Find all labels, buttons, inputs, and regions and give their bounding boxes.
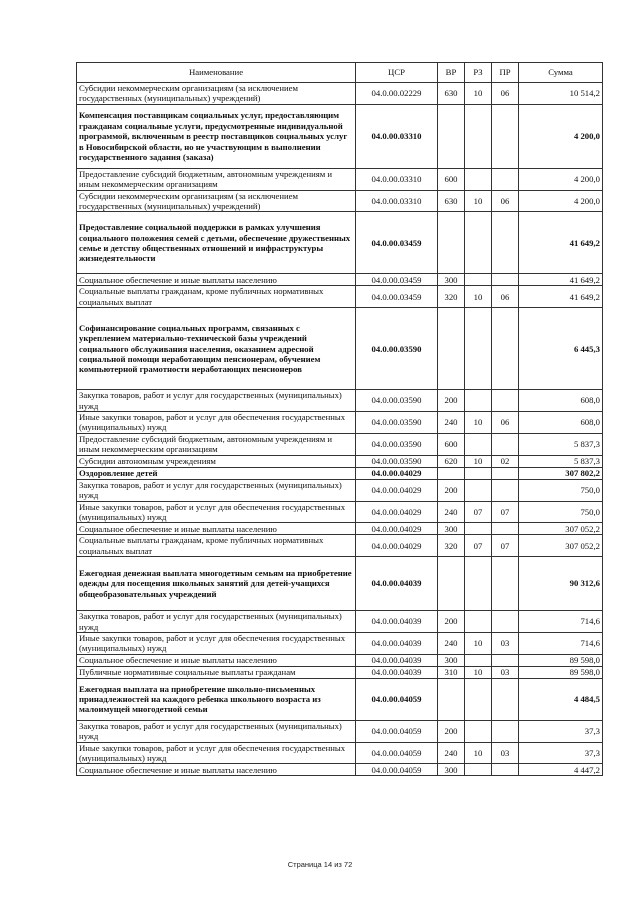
row-csr: 04.0.00.03459: [356, 212, 438, 274]
row-rz: [465, 557, 492, 611]
table-row: [77, 212, 603, 274]
row-vr: 620: [438, 455, 465, 467]
row-pr: [492, 104, 519, 168]
table-row: [77, 742, 603, 764]
table-row: [77, 274, 603, 286]
row-rz: [465, 479, 492, 501]
row-rz: [465, 611, 492, 633]
row-name: Социальное обеспечение и иные выплаты населению: [77, 274, 356, 286]
table-row: [77, 764, 603, 776]
table-row: [77, 654, 603, 666]
row-rz: [465, 168, 492, 190]
row-vr: 600: [438, 168, 465, 190]
row-sum: 608,0: [519, 412, 603, 434]
table-row: [77, 286, 603, 308]
row-csr: 04.0.00.04029: [356, 501, 438, 523]
row-vr: 200: [438, 720, 465, 742]
table-row: [77, 523, 603, 535]
row-pr: [492, 308, 519, 390]
row-vr: 240: [438, 501, 465, 523]
row-pr: [492, 678, 519, 720]
table-row: [77, 467, 603, 479]
row-name: Закупка товаров, работ и услуг для государственных (муниципальных) нужд: [77, 611, 356, 633]
row-csr: 04.0.00.04059: [356, 720, 438, 742]
row-rz: 10: [465, 190, 492, 212]
row-sum: 5 837,3: [519, 455, 603, 467]
row-csr: 04.0.00.03590: [356, 412, 438, 434]
table-row: [77, 433, 603, 455]
table-row: [77, 455, 603, 467]
table-row: [77, 535, 603, 557]
row-sum: 714,6: [519, 632, 603, 654]
row-vr: 600: [438, 433, 465, 455]
row-rz: 07: [465, 535, 492, 557]
row-rz: [465, 720, 492, 742]
row-pr: 07: [492, 535, 519, 557]
row-pr: 03: [492, 632, 519, 654]
table-header-row: [77, 63, 603, 83]
row-name: Социальное обеспечение и иные выплаты населению: [77, 523, 356, 535]
row-vr: 320: [438, 286, 465, 308]
row-sum: 750,0: [519, 479, 603, 501]
row-pr: [492, 720, 519, 742]
header-pr: ПР: [492, 63, 519, 83]
row-name: Социальное обеспечение и иные выплаты населению: [77, 764, 356, 776]
row-name: Иные закупки товаров, работ и услуг для обеспечения государственных (муниципальных) нужд: [77, 742, 356, 764]
row-name: Иные закупки товаров, работ и услуг для обеспечения государственных (муниципальных) нужд: [77, 632, 356, 654]
row-name: Публичные нормативные социальные выплаты гражданам: [77, 666, 356, 678]
row-rz: [465, 274, 492, 286]
row-sum: 41 649,2: [519, 212, 603, 274]
row-sum: 10 514,2: [519, 83, 603, 105]
row-vr: 200: [438, 611, 465, 633]
row-sum: 4 200,0: [519, 190, 603, 212]
table-row: [77, 611, 603, 633]
row-pr: [492, 212, 519, 274]
row-name: Иные закупки товаров, работ и услуг для обеспечения государственных (муниципальных) нужд: [77, 412, 356, 434]
row-rz: 10: [465, 742, 492, 764]
row-csr: 04.0.00.04059: [356, 742, 438, 764]
row-rz: [465, 654, 492, 666]
row-rz: [465, 104, 492, 168]
row-name: Компенсация поставщикам социальных услуг, предоставляющим гражданам социальные услуги, предусмотренные индивидуальной программой, включенным в реестр поставщиков социальных услуг в Новосибирской области, но не участвующим в выполнении государственного задания (заказа): [77, 104, 356, 168]
row-rz: [465, 390, 492, 412]
row-sum: 89 598,0: [519, 666, 603, 678]
row-rz: [465, 212, 492, 274]
table-body: [77, 83, 603, 776]
row-sum: 307 802,2: [519, 467, 603, 479]
row-rz: 10: [465, 286, 492, 308]
row-pr: [492, 523, 519, 535]
page-number: Страница 14 из 72: [287, 860, 353, 869]
row-name: Софинансирование социальных программ, связанных с укреплением материально-технической базы учреждений социального обслуживания населения, оказанием адресной социальной помощи неработающим пенсионерам, обучением компьютерной грамотности неработающих пенсионеров: [77, 308, 356, 390]
row-vr: 200: [438, 479, 465, 501]
row-sum: 41 649,2: [519, 286, 603, 308]
table-row: [77, 190, 603, 212]
row-rz: 10: [465, 455, 492, 467]
row-vr: [438, 104, 465, 168]
row-csr: 04.0.00.02229: [356, 83, 438, 105]
row-sum: 5 837,3: [519, 433, 603, 455]
row-pr: [492, 390, 519, 412]
row-csr: 04.0.00.04039: [356, 632, 438, 654]
row-pr: 06: [492, 286, 519, 308]
row-pr: [492, 479, 519, 501]
row-vr: 300: [438, 523, 465, 535]
row-vr: [438, 678, 465, 720]
row-rz: [465, 308, 492, 390]
header-name: Наименование: [77, 63, 356, 83]
row-vr: 310: [438, 666, 465, 678]
row-pr: [492, 274, 519, 286]
row-csr: 04.0.00.04039: [356, 654, 438, 666]
row-sum: 750,0: [519, 501, 603, 523]
row-vr: [438, 557, 465, 611]
row-rz: 10: [465, 412, 492, 434]
table-row: [77, 308, 603, 390]
row-csr: 04.0.00.03590: [356, 455, 438, 467]
row-csr: 04.0.00.03590: [356, 433, 438, 455]
row-rz: [465, 678, 492, 720]
row-sum: 307 052,2: [519, 535, 603, 557]
table-row: [77, 501, 603, 523]
row-name: Предоставление субсидий бюджетным, автономным учреждениям и иным некоммерческим организациям: [77, 433, 356, 455]
row-csr: 04.0.00.04029: [356, 479, 438, 501]
row-vr: [438, 467, 465, 479]
row-name: Социальное обеспечение и иные выплаты населению: [77, 654, 356, 666]
row-vr: 300: [438, 764, 465, 776]
row-pr: [492, 611, 519, 633]
row-rz: [465, 467, 492, 479]
row-name: Оздоровление детей: [77, 467, 356, 479]
row-pr: 06: [492, 83, 519, 105]
row-pr: [492, 467, 519, 479]
table-row: [77, 678, 603, 720]
row-rz: [465, 433, 492, 455]
header-rz: РЗ: [465, 63, 492, 83]
row-sum: 37,3: [519, 742, 603, 764]
header-vr: ВР: [438, 63, 465, 83]
budget-table: [76, 62, 603, 776]
table-row: [77, 390, 603, 412]
row-csr: 04.0.00.04059: [356, 764, 438, 776]
row-pr: 02: [492, 455, 519, 467]
table-row: [77, 104, 603, 168]
row-vr: [438, 308, 465, 390]
row-name: Закупка товаров, работ и услуг для государственных (муниципальных) нужд: [77, 390, 356, 412]
row-pr: [492, 654, 519, 666]
header-csr: ЦСР: [356, 63, 438, 83]
row-name: Социальные выплаты гражданам, кроме публичных нормативных социальных выплат: [77, 535, 356, 557]
row-vr: 200: [438, 390, 465, 412]
row-sum: 41 649,2: [519, 274, 603, 286]
row-name: Предоставление субсидий бюджетным, автономным учреждениям и иным некоммерческим организациям: [77, 168, 356, 190]
row-pr: [492, 433, 519, 455]
row-rz: 10: [465, 83, 492, 105]
row-rz: 10: [465, 666, 492, 678]
table-row: [77, 632, 603, 654]
row-sum: 608,0: [519, 390, 603, 412]
row-pr: [492, 557, 519, 611]
row-csr: 04.0.00.04029: [356, 535, 438, 557]
row-vr: 320: [438, 535, 465, 557]
row-vr: 240: [438, 412, 465, 434]
row-name: Закупка товаров, работ и услуг для государственных (муниципальных) нужд: [77, 720, 356, 742]
row-pr: [492, 168, 519, 190]
row-name: Ежегодная денежная выплата многодетным семьям на приобретение одежды для посещения школьных занятий для детей-учащихся общеобразовательных учреждений: [77, 557, 356, 611]
row-sum: 307 052,2: [519, 523, 603, 535]
row-sum: 4 447,2: [519, 764, 603, 776]
row-pr: 06: [492, 412, 519, 434]
row-sum: 4 484,5: [519, 678, 603, 720]
row-sum: 4 200,0: [519, 168, 603, 190]
table-row: [77, 479, 603, 501]
row-sum: 6 445,3: [519, 308, 603, 390]
table-row: [77, 720, 603, 742]
row-vr: 630: [438, 83, 465, 105]
row-pr: 07: [492, 501, 519, 523]
row-csr: 04.0.00.04039: [356, 557, 438, 611]
row-sum: 89 598,0: [519, 654, 603, 666]
row-rz: 10: [465, 632, 492, 654]
row-name: Предоставление социальной поддержки в рамках улучшения социального положения семей с детьми, обеспечение дружественных семье и детству общественных отношений и инфраструктуры жизнедеятельности: [77, 212, 356, 274]
row-csr: 04.0.00.03310: [356, 104, 438, 168]
row-sum: 37,3: [519, 720, 603, 742]
row-pr: 06: [492, 190, 519, 212]
row-csr: 04.0.00.04039: [356, 666, 438, 678]
table-row: [77, 83, 603, 105]
row-sum: 90 312,6: [519, 557, 603, 611]
row-name: Социальные выплаты гражданам, кроме публичных нормативных социальных выплат: [77, 286, 356, 308]
row-vr: 300: [438, 654, 465, 666]
row-vr: 630: [438, 190, 465, 212]
row-name: Субсидии некоммерческим организациям (за исключением государственных (муниципальных) учреждений): [77, 83, 356, 105]
row-csr: 04.0.00.03590: [356, 390, 438, 412]
row-name: Ежегодная выплата на приобретение школьно-письменных принадлежностей на каждого ребенка школьного возраста из малоимущей многодетной семьи: [77, 678, 356, 720]
table-row: [77, 168, 603, 190]
row-csr: 04.0.00.03459: [356, 286, 438, 308]
table-row: [77, 557, 603, 611]
row-csr: 04.0.00.04059: [356, 678, 438, 720]
row-csr: 04.0.00.04029: [356, 467, 438, 479]
row-csr: 04.0.00.03310: [356, 190, 438, 212]
row-rz: 07: [465, 501, 492, 523]
row-name: Закупка товаров, работ и услуг для государственных (муниципальных) нужд: [77, 479, 356, 501]
row-pr: 03: [492, 742, 519, 764]
row-csr: 04.0.00.04029: [356, 523, 438, 535]
row-pr: 03: [492, 666, 519, 678]
row-pr: [492, 764, 519, 776]
row-name: Субсидии автономным учреждениям: [77, 455, 356, 467]
row-csr: 04.0.00.03459: [356, 274, 438, 286]
row-csr: 04.0.00.03590: [356, 308, 438, 390]
header-sum: Сумма: [519, 63, 603, 83]
row-rz: [465, 523, 492, 535]
row-rz: [465, 764, 492, 776]
row-vr: 240: [438, 742, 465, 764]
row-csr: 04.0.00.03310: [356, 168, 438, 190]
row-vr: [438, 212, 465, 274]
row-name: Иные закупки товаров, работ и услуг для обеспечения государственных (муниципальных) нужд: [77, 501, 356, 523]
row-sum: 714,6: [519, 611, 603, 633]
row-sum: 4 200,0: [519, 104, 603, 168]
row-vr: 240: [438, 632, 465, 654]
row-csr: 04.0.00.04039: [356, 611, 438, 633]
table-row: [77, 412, 603, 434]
row-vr: 300: [438, 274, 465, 286]
row-name: Субсидии некоммерческим организациям (за исключением государственных (муниципальных) учреждений): [77, 190, 356, 212]
table-row: [77, 666, 603, 678]
